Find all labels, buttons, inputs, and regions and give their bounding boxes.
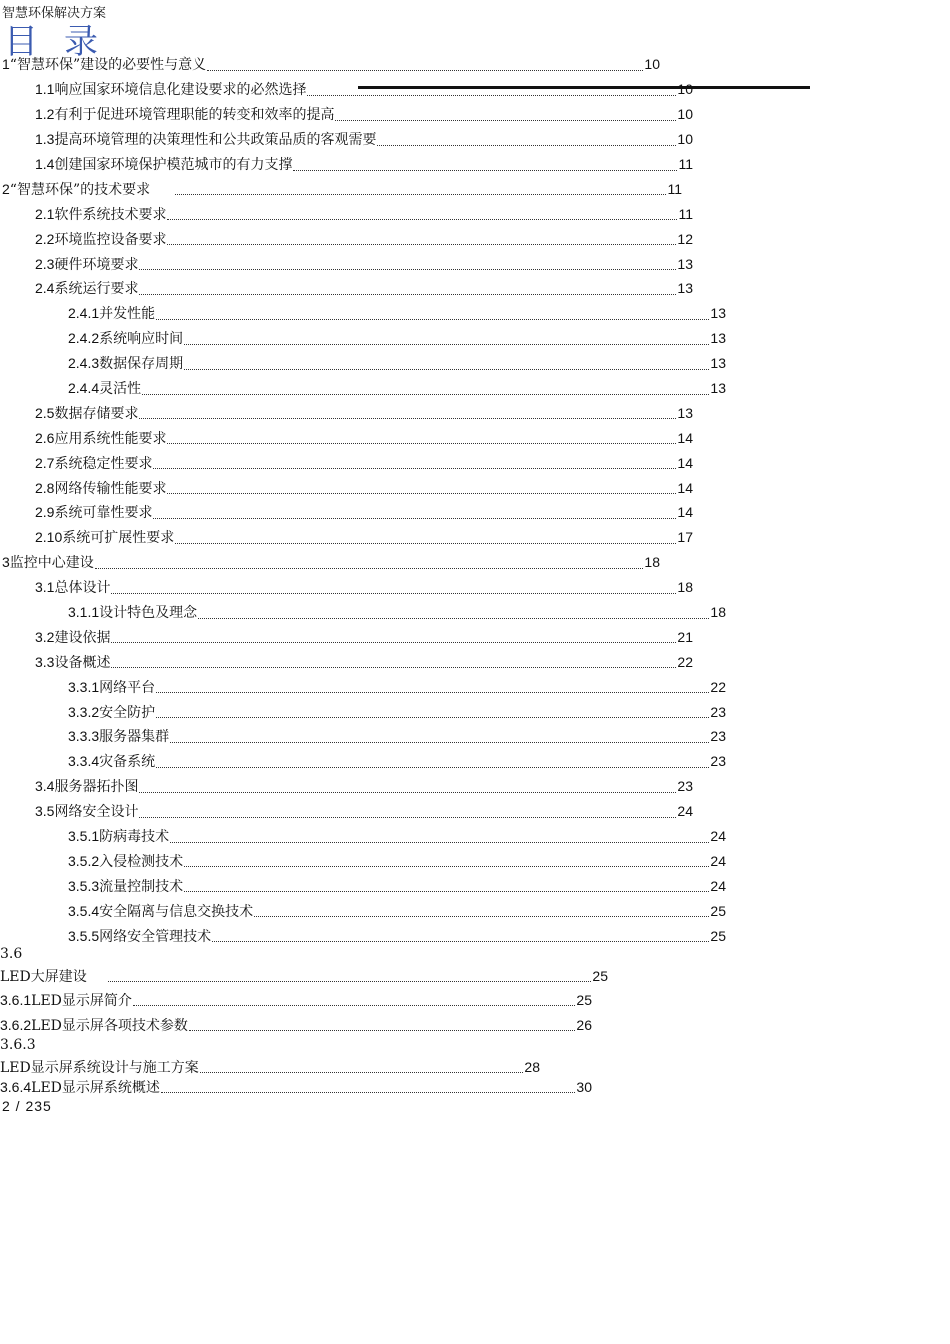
dot-leader <box>189 1030 576 1031</box>
toc-entry-text: 网络安全设计 <box>54 804 139 821</box>
toc-entry[interactable] <box>0 873 726 898</box>
toc-entry-text: 服务器集群 <box>99 729 170 746</box>
toc-entry-text: 系统稳定性要求 <box>54 455 153 472</box>
dot-leader <box>139 269 676 270</box>
dot-leader <box>254 916 709 917</box>
dot-leader <box>212 941 709 942</box>
toc-entry-page: 13 <box>677 280 693 297</box>
toc-entry-page: 30 <box>576 1079 592 1095</box>
toc-entry-page: 25 <box>592 968 608 984</box>
toc-entry-number: 3.6.1 <box>0 992 32 1008</box>
toc-entry-number: 3.5.4 <box>68 902 100 919</box>
toc-entry-number: 3.2 <box>35 628 55 645</box>
toc-entry-page: 13 <box>710 355 726 372</box>
toc-entry-text: 响应国家环境信息化建设要求的必然选择 <box>54 82 307 99</box>
toc-entry-number: 3.3 <box>35 653 55 670</box>
toc-entry[interactable] <box>0 450 693 475</box>
toc-entry[interactable] <box>0 849 726 874</box>
dot-leader <box>156 692 709 693</box>
dot-leader <box>377 145 676 146</box>
toc-entry-number: 3.3.1 <box>68 678 100 695</box>
toc-entry-page: 12 <box>677 230 693 247</box>
toc-entry[interactable] <box>0 127 693 152</box>
toc-entry-number: 3.5.2 <box>68 852 100 869</box>
dot-leader <box>184 344 709 345</box>
toc-entry-number: 2.9 <box>35 504 55 521</box>
toc-entry-page: 25 <box>710 902 726 919</box>
dot-leader <box>156 767 709 768</box>
toc-entry-text: 系统可扩展性要求 <box>62 530 175 547</box>
toc-entry[interactable] <box>0 898 726 923</box>
dot-leader <box>170 742 709 743</box>
toc-entry-text: 网络安全管理技术 <box>99 928 212 945</box>
toc-entry[interactable] <box>0 425 693 450</box>
toc-entry[interactable] <box>0 500 693 525</box>
toc-entry-number: 2.2 <box>35 230 55 247</box>
toc-entry-number: 2.4.4 <box>68 380 100 397</box>
toc-entry-page: 13 <box>677 255 693 272</box>
toc-entry-number: 3.1.1 <box>68 604 100 621</box>
dot-leader <box>153 468 676 469</box>
toc-entry-text: 系统运行要求 <box>54 281 139 298</box>
toc-entry-text: 网络传输性能要求 <box>54 480 167 497</box>
toc-entry-number: 3.3.3 <box>68 728 100 745</box>
toc-entry-page: 24 <box>710 828 726 845</box>
toc-entry-number: 2.6 <box>35 429 55 446</box>
toc-entry-page: 25 <box>576 992 592 1008</box>
toc-entry-3-6-1[interactable] <box>0 990 592 1010</box>
toc-entry-3-6[interactable] <box>0 966 608 986</box>
toc-entry-number: 3.4 <box>35 778 55 795</box>
toc-entry-page: 10 <box>677 106 693 123</box>
toc-entry-page: 14 <box>677 429 693 446</box>
toc-entry-number: 3.6.2 <box>0 1017 32 1033</box>
toc-entry[interactable] <box>0 201 693 226</box>
dot-leader <box>198 618 709 619</box>
dot-leader <box>335 120 676 121</box>
toc-entry-text: 设计特色及理念 <box>99 605 198 622</box>
toc-entry-page: 10 <box>644 56 660 73</box>
toc-entry[interactable] <box>0 923 726 948</box>
toc-entry-number: 3.5 <box>35 803 55 820</box>
page-title: 目录 <box>4 22 124 62</box>
toc-entry-text: 灾备系统 <box>99 754 156 771</box>
toc-entry-page: 23 <box>710 703 726 720</box>
toc-entry[interactable] <box>0 600 726 625</box>
toc-entry-number: 3.5.3 <box>68 877 100 894</box>
dot-leader <box>139 418 676 419</box>
dot-leader <box>142 394 709 395</box>
toc-entry-text: 建设依据 <box>54 629 111 646</box>
dot-leader <box>95 568 644 569</box>
toc-entry-text: 应用系统性能要求 <box>54 430 167 447</box>
toc-entry-3-6-3[interactable] <box>0 1057 540 1077</box>
toc-entry-text: 安全隔离与信息交换技术 <box>99 903 254 920</box>
toc-entry-number: 2.4.1 <box>68 305 100 322</box>
toc-entry-page: 10 <box>677 81 693 98</box>
toc-entry[interactable] <box>0 525 693 550</box>
toc-entry-text: 设备概述 <box>54 654 111 671</box>
toc-entry-number: 2.1 <box>35 205 55 222</box>
toc-entry-text: 环境监控设备要求 <box>54 231 167 248</box>
toc-entry-text: 安全防护 <box>99 704 156 721</box>
dot-leader <box>184 891 709 892</box>
toc-entry[interactable] <box>0 824 726 849</box>
dot-leader <box>108 981 592 982</box>
toc-entry-number: 1.3 <box>35 131 55 148</box>
toc-entry-number: 1.1 <box>35 81 55 98</box>
toc-entry-page: 18 <box>710 604 726 621</box>
toc-entry-page: 13 <box>677 404 693 421</box>
toc-entry-number: 3.3.4 <box>68 753 100 770</box>
dot-leader <box>156 319 709 320</box>
toc-entry-page: 26 <box>576 1017 592 1033</box>
toc-entry-page: 23 <box>677 778 693 795</box>
toc-entry[interactable] <box>0 475 693 500</box>
toc-entry-page: 24 <box>677 803 693 820</box>
dot-leader <box>170 842 709 843</box>
dot-leader <box>184 369 709 370</box>
toc-entry[interactable] <box>0 251 693 276</box>
toc-entry[interactable] <box>0 351 726 376</box>
toc-entry[interactable] <box>0 102 693 127</box>
page-indicator: 2 / 235 <box>2 1098 52 1114</box>
toc-entry-page: 11 <box>678 156 693 172</box>
toc-entry[interactable] <box>0 152 693 177</box>
toc-entry-number: 3.5.1 <box>68 828 100 845</box>
toc-entry-page: 25 <box>710 927 726 944</box>
dot-leader <box>175 194 666 195</box>
toc-entry-text: 监控中心建设 <box>9 555 94 572</box>
toc-entry-page: 17 <box>677 529 693 546</box>
toc-entry-number: 2.4 <box>35 280 55 297</box>
toc-entry-number: 1.4 <box>35 156 55 172</box>
toc-entry[interactable] <box>0 624 693 649</box>
toc-entry-text: 系统响应时间 <box>99 331 184 348</box>
toc-entry[interactable] <box>0 326 726 351</box>
running-header: 智慧环保解决方案 <box>2 6 107 21</box>
toc-entry-number: 2.4.2 <box>68 330 100 347</box>
toc-entry-number: 2.5 <box>35 404 55 421</box>
dot-leader <box>111 593 676 594</box>
toc-entry-number: 2 <box>2 180 10 197</box>
toc-entry[interactable] <box>0 400 693 425</box>
toc-entry-text: 流量控制技术 <box>99 878 184 895</box>
toc-entry-page: 24 <box>710 877 726 894</box>
toc-entry-text: 软件系统技术要求 <box>54 206 167 223</box>
toc-entry-text: “智慧环保”建设的必要性与意义 <box>9 57 207 74</box>
toc-entry-number: 1.2 <box>35 106 55 123</box>
toc-entry[interactable] <box>0 699 726 724</box>
toc-entry[interactable] <box>0 749 726 774</box>
toc-entry-page: 28 <box>524 1059 540 1075</box>
toc-entry-3-6-3-number: 3.6.3 <box>0 1037 36 1053</box>
toc-entry-page: 22 <box>710 678 726 695</box>
toc-entry[interactable] <box>0 276 693 301</box>
dot-leader <box>167 244 676 245</box>
toc-entry[interactable] <box>0 799 693 824</box>
toc-entry[interactable] <box>0 674 726 699</box>
toc-entry[interactable] <box>0 301 726 326</box>
toc-entry-page: 22 <box>677 653 693 670</box>
toc-entry-text: “智慧环保”的技术要求 <box>9 181 151 198</box>
toc-entry-3-6-4[interactable] <box>0 1077 592 1097</box>
dot-leader <box>111 642 676 643</box>
toc-entry-text: LED大屏建设 <box>0 969 87 985</box>
dot-leader <box>207 70 643 71</box>
toc-entry-text: 总体设计 <box>54 580 111 597</box>
toc-entry-text: 数据保存周期 <box>99 356 184 373</box>
toc-entry-page: 13 <box>710 330 726 347</box>
dot-leader <box>133 1005 576 1006</box>
toc-entry-text: LED显示屏系统概述 <box>31 1080 160 1096</box>
toc-entry-number: 3 <box>2 554 10 571</box>
toc-entry-page: 23 <box>710 728 726 745</box>
toc-entry-text: 服务器拓扑图 <box>54 779 139 796</box>
toc-entry-number: 3.5.5 <box>68 927 100 944</box>
toc-entry-page: 10 <box>677 131 693 148</box>
toc-entry[interactable] <box>0 724 726 749</box>
toc-entry-page: 11 <box>667 180 682 197</box>
toc-entry-number: 3.1 <box>35 579 55 596</box>
toc-entry-page: 11 <box>678 205 693 222</box>
toc-entry-number: 3.6.4 <box>0 1079 32 1095</box>
toc-entry-number: 1 <box>2 56 10 73</box>
table-of-contents <box>0 52 726 948</box>
toc-entry[interactable] <box>0 176 682 201</box>
toc-entry[interactable] <box>0 77 693 102</box>
toc-entry-text: 提高环境管理的决策理性和公共政策品质的客观需要 <box>54 132 377 149</box>
toc-entry[interactable] <box>0 575 693 600</box>
dot-leader <box>161 1092 576 1093</box>
toc-entry-text: 系统可靠性要求 <box>54 505 153 522</box>
dot-leader <box>139 792 676 793</box>
toc-entry-page: 14 <box>677 479 693 496</box>
toc-entry-text: 并发性能 <box>99 306 156 323</box>
toc-entry[interactable] <box>0 550 660 575</box>
dot-leader <box>307 95 676 96</box>
toc-entry-3-6-number: 3.6 <box>0 946 23 962</box>
dot-leader <box>184 866 709 867</box>
toc-entry-number: 2.3 <box>35 255 55 272</box>
toc-entry-number: 3.3.2 <box>68 703 100 720</box>
toc-entry-text: LED显示屏简介 <box>31 993 132 1009</box>
toc-entry-text: 数据存储要求 <box>54 405 139 422</box>
toc-entry-number: 2.7 <box>35 454 55 471</box>
dot-leader <box>139 817 676 818</box>
toc-entry[interactable] <box>0 376 726 401</box>
toc-entry-3-6-2[interactable] <box>0 1015 592 1035</box>
toc-entry-text: 有利于促进环境管理职能的转变和效率的提高 <box>54 107 335 124</box>
toc-entry-number: 2.4.3 <box>68 355 100 372</box>
toc-entry-page: 21 <box>677 628 693 645</box>
toc-entry[interactable] <box>0 649 693 674</box>
toc-entry[interactable] <box>0 226 693 251</box>
dot-leader <box>111 667 676 668</box>
toc-entry-page: 18 <box>677 579 693 596</box>
toc-entry-text: 硬件环境要求 <box>54 256 139 273</box>
toc-entry-page: 24 <box>710 852 726 869</box>
dot-leader <box>200 1072 524 1073</box>
toc-entry-page: 14 <box>677 504 693 521</box>
toc-entry-text: 灵活性 <box>99 381 142 398</box>
dot-leader <box>293 170 677 171</box>
toc-entry-page: 13 <box>710 380 726 397</box>
dot-leader <box>167 443 676 444</box>
toc-entry-number: 2.10 <box>35 529 63 546</box>
toc-entry-text: 创建国家环境保护模范城市的有力支撑 <box>54 157 293 173</box>
toc-entry-page: 23 <box>710 753 726 770</box>
toc-entry-text: 防病毒技术 <box>99 829 170 846</box>
toc-entry-text: 网络平台 <box>99 679 156 696</box>
dot-leader <box>156 717 709 718</box>
toc-entry-text: 入侵检测技术 <box>99 853 184 870</box>
toc-entry-page: 18 <box>644 554 660 571</box>
toc-entry-text: LED显示屏系统设计与施工方案 <box>0 1060 199 1076</box>
dot-leader <box>167 219 677 220</box>
toc-entry-number: 2.8 <box>35 479 55 496</box>
toc-entry-page: 14 <box>677 454 693 471</box>
toc-entry-page: 13 <box>710 305 726 322</box>
dot-leader <box>153 518 676 519</box>
toc-entry[interactable] <box>0 774 693 799</box>
toc-entry[interactable] <box>0 52 660 77</box>
dot-leader <box>175 543 676 544</box>
dot-leader <box>139 294 676 295</box>
toc-entry-text: LED显示屏各项技术参数 <box>31 1018 188 1034</box>
dot-leader <box>167 493 676 494</box>
